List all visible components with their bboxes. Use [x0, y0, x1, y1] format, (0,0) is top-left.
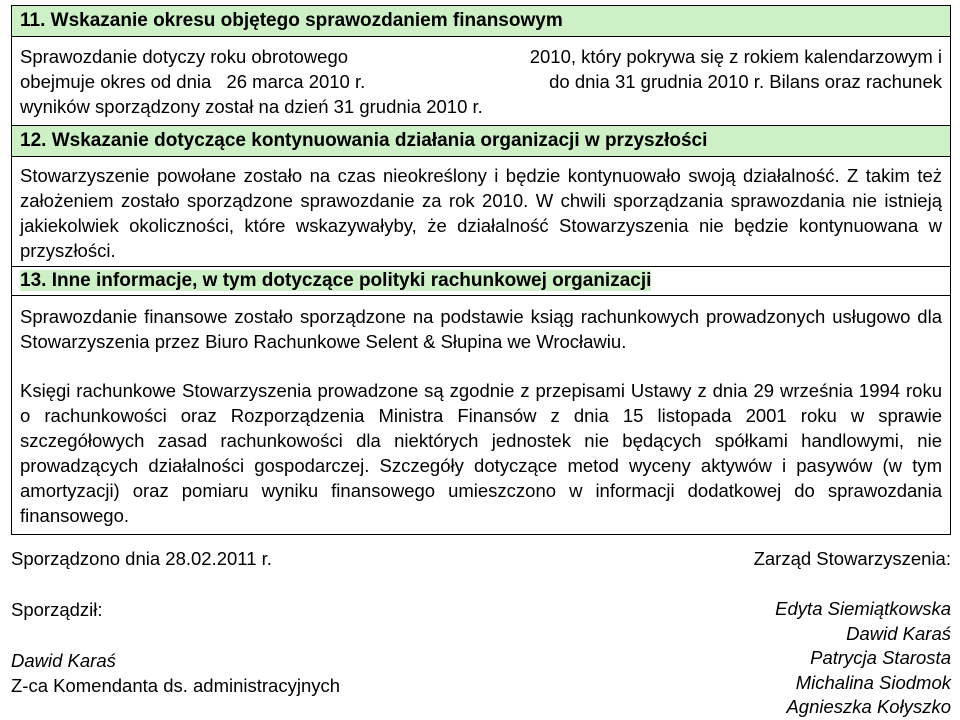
prepared-by-name: Dawid Karaś	[11, 650, 116, 671]
section-11-line-1-a: Sprawozdanie dotyczy roku obrotowego	[20, 46, 349, 67]
section-12-body	[11, 156, 951, 266]
section-11-line-1-b: 2010, który pokrywa się z rokiem kalendarzowym i	[529, 46, 942, 67]
paragraph-spacer	[20, 354, 942, 378]
board-member: Edyta Siemiątkowska	[775, 598, 951, 619]
spacer	[11, 571, 340, 597]
spacer	[754, 571, 951, 597]
board-label: Zarząd Stowarzyszenia:	[753, 548, 951, 569]
board-block	[754, 546, 951, 720]
board-member: Michalina Siodmok	[795, 671, 951, 693]
board-member: Patrycja Starosta	[810, 647, 951, 668]
section-11-line-2	[20, 69, 942, 94]
board-member: Dawid Karaś	[846, 622, 951, 644]
section-11-heading: 11. Wskazanie okresu objętego sprawozdaniem finansowym	[11, 5, 951, 36]
section-11-line-2-a	[20, 69, 365, 94]
section-11-line-1	[20, 44, 942, 69]
section-12-text: Stowarzyszenie powołane zostało na czas nieokreślony i będzie kontynuowało swoją działalność. Z takim też założeniem zostało sporządzone sprawozdanie za rok 2010. W chwili sporządzania sprawozdania nie istnieją jakiekolwiek okoliczności, które wskazywałyby, że działalność Stowarzyszenia nie będzie kontynuowana w przyszłości.	[20, 165, 942, 261]
section-13-heading-row	[11, 266, 951, 295]
board-members-list	[754, 597, 951, 720]
section-11-line-3: wyników sporządzony został na dzień 31 grudnia 2010 r.	[20, 96, 483, 117]
preparation-date: Sporządzono dnia 28.02.2011 r.	[11, 548, 272, 569]
prepared-by-block	[11, 546, 340, 698]
section-13-paragraph-1: Sprawozdanie finansowe zostało sporządzone na podstawie ksiąg rachunkowych prowadzonych usługowo dla Stowarzyszenia przez Biuro Rachunkowe Selent & Słupina we Wrocławiu.	[20, 306, 942, 352]
section-13-body	[11, 295, 951, 535]
section-11-period-start-label: obejmuje okres od dnia	[20, 71, 212, 92]
section-11-body	[11, 36, 951, 125]
section-13-paragraph-2: Księgi rachunkowe Stowarzyszenia prowadzone są zgodnie z przepisami Ustawy z dnia 29 września 1994 roku o rachunkowości oraz Rozporządzenia Ministra Finansów z dnia 15 listopada 2001 roku w sprawie szczegółowych zasad rachunkowości dla niektórych jednostek nie będących spółkami handlowymi, nie prowadzących działalności gospodarczej. Szczegóły dotyczące metod wyceny aktywów i pasywów (w tym amortyzacji) oraz pomiaru wyniku finansowego umieszczono w informacji dodatkowej do sprawozdania finansowego.	[20, 380, 942, 526]
spacer	[11, 622, 340, 648]
section-13-heading: 13. Inne informacje, w tym dotyczące polityki rachunkowej organizacji	[20, 270, 652, 291]
section-11-start-date: 26 marca 2010 r.	[226, 71, 366, 92]
prepared-by-label: Sporządził:	[11, 599, 103, 620]
signature-area	[11, 546, 951, 720]
section-11-line-2-b: do dnia 31 grudnia 2010 r. Bilans oraz rachunek	[549, 71, 942, 92]
financial-report-notes	[11, 5, 951, 535]
prepared-by-role: Z-ca Komendanta ds. administracyjnych	[11, 675, 341, 696]
board-member: Agnieszka Kołyszko	[786, 696, 951, 717]
section-12-heading: 12. Wskazanie dotyczące kontynuowania działania organizacji w przyszłości	[11, 125, 951, 156]
